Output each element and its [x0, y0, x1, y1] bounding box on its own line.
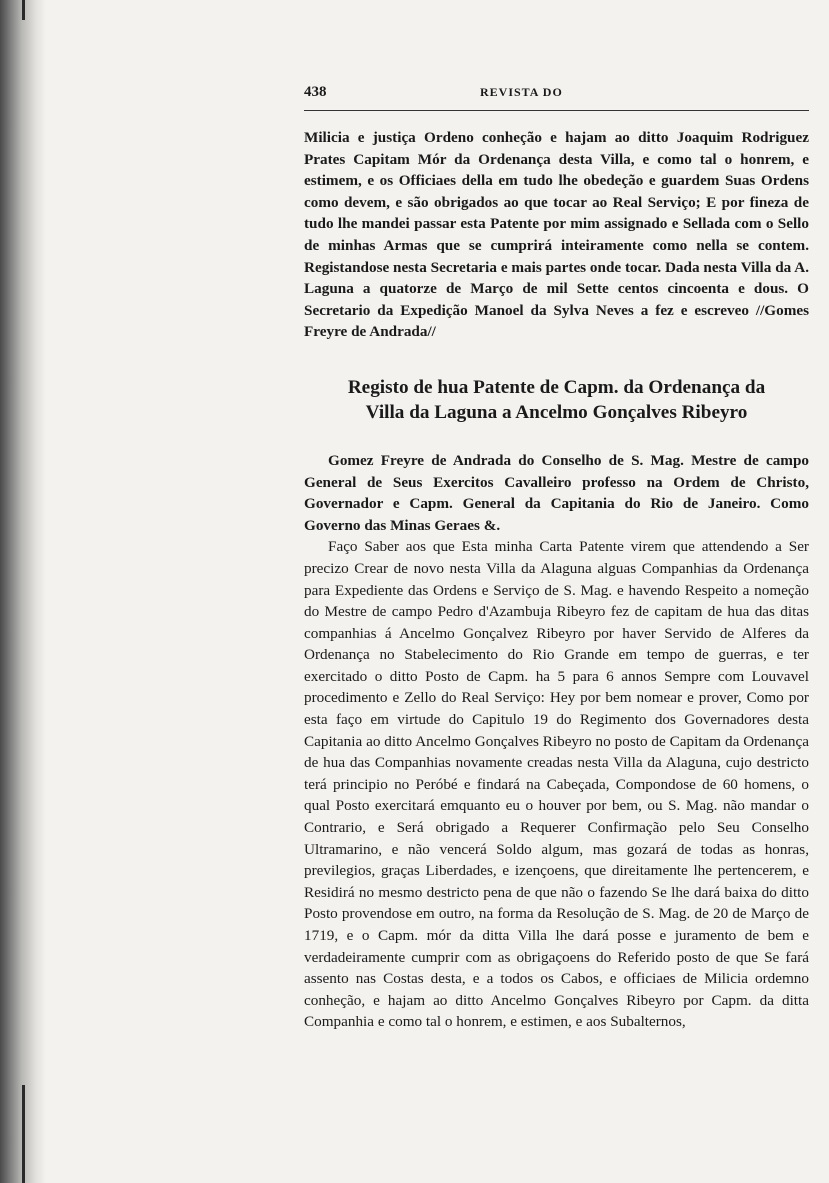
paragraph-continuation: Milicia e justiça Ordeno conheção e hajam ao ditto Joaquim Rodriguez Prates Capitam Mór da Ordenança desta Villa, e como tal o honrem, e estimem, e os Officiaes della em tudo lhe obedeção e guardem Suas Ordens como devem, e são obrigados ao que tocar ao Real Serviço; E por fineza de tudo lhe mandei passar esta Patente por mim assignado e Sellada com o Sello de minhas Armas que se cumprirá inteiramente como nella se contem. Registandose nesta Secretaria e mais partes onde tocar. Dada nesta Villa da A. Laguna a quatorze de Março de mil Sette centos cincoenta e dous. O Secretario da Expedição Manoel da Sylva Neves a fez e escreveo //Gomes Freyre de Andrada//: [304, 129, 809, 341]
paragraph-body: Faço Saber aos que Esta minha Carta Patente virem que attendendo a Ser precizo Crear de novo nesta Villa da Alaguna alguas Companhias da Ordenança para Expediente das Ordens e Serviço de S. Mag. e havendo Respeito a nomeção do Mestre de campo Pedro d'Azambuja Ribeyro fez de capitam de hua das ditas companhias á Ancelmo Gonçalvez Ribeyro por haver Servido de Alferes da Ordenança no Stabelecimento do Rio Grande em tempo de guerras, e ter exercitado o ditto Posto de Capm. ha 5 para 6 annos Sempre com Louvavel procedimento e Zello do Real Serviço: Hey por bem nomear e prover, Como por esta faço em virtude do Capitulo 19 do Regimento dos Governadores desta Capitania ao ditto Ancelmo Gonçalves Ribeyro no posto de Capitam da Ordenança de hua das Companhias novamente creadas nesta Villa da Alaguna, cujo destricto terá principio no Peróbé e findará na Cabeçada, Compondose de 60 homens, o qual Posto exercitará emquanto eu o houver por bem, ou S. Mag. não mandar o Contrario, e Será obrigado a Requerer Confirmação pelo Seu Conselho Ultramarino, e não vencerá Soldo algum, mas gozará de todas as honras, previlegios, graças Liberdades, e izençoens, que direitamente lhe pertencerem, e Residirá no mesmo destricto pena de que não o fazendo Se lhe dará baixa do ditto Posto provendose em outro, na forma da Resolução de S. Mag. de 20 de Março de 1719, e o Capm. mór da ditta Villa lhe dará posse e juramento de bem e verdadeiramente cumprir com as obrigaçoens do Referido posto de que Se fará assento nas Costas desta, e a todos os Cabos, e officiaes de Milicia ordemno conheção, e hajam ao ditto Ancelmo Gonçalves Ribeyro por Capm. da ditta Companhia e como tal o honrem, e estimen, e aos Subalternos,: [304, 538, 809, 1031]
running-head: [304, 84, 809, 111]
heading-line-2: Villa da Laguna a Ancelmo Gonçalves Ribeyro: [365, 402, 748, 424]
journal-title: REVISTA DO: [480, 85, 563, 99]
paragraph-titles: Gomez Freyre de Andrada do Conselho de S. Mag. Mestre de campo General de Seus Exercitos Cavalleiro professo na Ordem de Christo, Governador e Capm. General da Capitania do Rio de Janeiro. Como Governo das Minas Geraes &.: [304, 451, 809, 534]
section-heading: [304, 375, 809, 426]
book-spine-shadow: [0, 0, 46, 1183]
heading-line-1: Registo de hua Patente de Capm. da Ordenança da: [347, 376, 766, 398]
spine-mark: [22, 1085, 25, 1183]
page-number: 438: [304, 84, 327, 100]
spine-mark: [22, 0, 25, 20]
book-page: [304, 84, 809, 1033]
